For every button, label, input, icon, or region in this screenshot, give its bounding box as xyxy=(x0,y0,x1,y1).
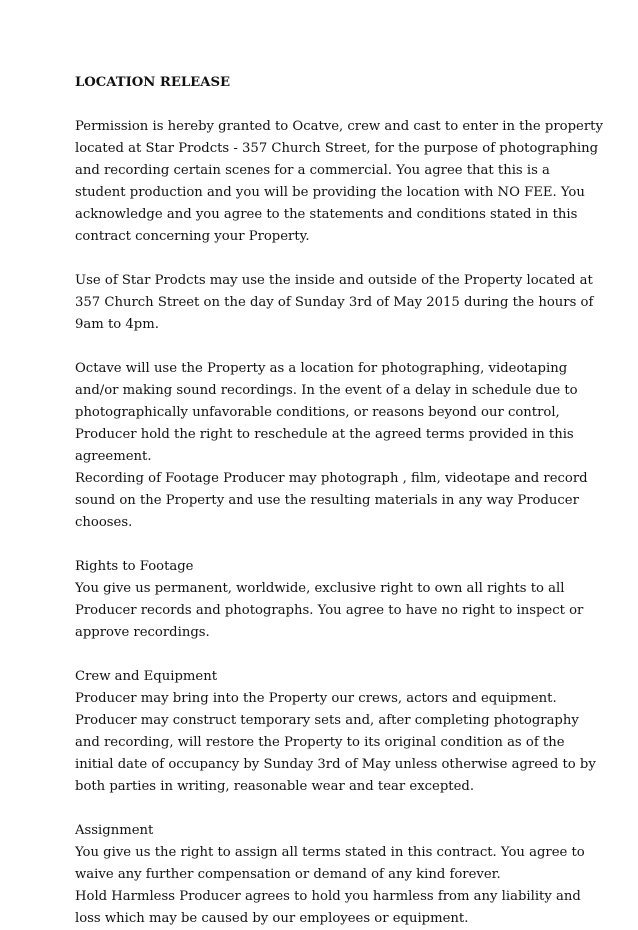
text-line: Producer may bring into the Property our crews, actors and equipment. xyxy=(75,691,557,706)
text-line: Producer records and photographs. You agree to have no right to inspect or xyxy=(75,603,584,618)
text-line: loss which may be caused by our employees or equipment. xyxy=(75,911,469,926)
document-body xyxy=(75,72,603,930)
text-line: Octave will use the Property as a location for photographing, videotaping xyxy=(75,361,568,376)
text-line: sound on the Property and use the resulting materials in any way Producer xyxy=(75,493,579,508)
text-line: and/or making sound recordings. In the event of a delay in schedule due to xyxy=(75,383,578,398)
paragraph-spacer xyxy=(75,248,575,270)
text-line: agreement. xyxy=(75,449,152,464)
text-line: photographically unfavorable conditions, or reasons beyond our control, xyxy=(75,405,560,420)
text-line: Hold Harmless Producer agrees to hold you harmless from any liability and xyxy=(75,889,581,904)
assignment-section xyxy=(75,820,585,930)
text-line: and recording certain scenes for a commercial. You agree that this is a xyxy=(75,163,550,178)
text-line: student production and you will be providing the location with NO FEE. You xyxy=(75,185,585,200)
paragraph-spacer xyxy=(75,336,575,358)
paragraph-spacer xyxy=(75,534,575,556)
text-line: acknowledge and you agree to the statements and conditions stated in this xyxy=(75,207,578,222)
text-line: waive any further compensation or demand of any kind forever. xyxy=(75,867,501,882)
text-line: Use of Star Prodcts may use the inside and outside of the Property located at xyxy=(75,273,593,288)
text-line: 9am to 4pm. xyxy=(75,317,159,332)
text-line: both parties in writing, reasonable wear and tear excepted. xyxy=(75,779,475,794)
text-line: located at Star Prodcts - 357 Church Street, for the purpose of photographing xyxy=(75,141,599,156)
text-line: You give us the right to assign all terms stated in this contract. You agree to xyxy=(75,845,585,860)
text-line: Permission is hereby granted to Ocatve, crew and cast to enter in the property xyxy=(75,119,603,134)
document-title: LOCATION RELEASE xyxy=(75,75,231,90)
rights-to-footage-section xyxy=(75,556,584,644)
paragraph-spacer xyxy=(75,798,575,820)
use-of-property-paragraph xyxy=(75,270,594,336)
recording-paragraph xyxy=(75,358,588,534)
text-line: 357 Church Street on the day of Sunday 3rd of May 2015 during the hours of xyxy=(75,295,594,310)
permission-paragraph xyxy=(75,116,603,248)
text-line: chooses. xyxy=(75,515,133,530)
text-line: initial date of occupancy by Sunday 3rd of May unless otherwise agreed to by xyxy=(75,757,596,772)
text-line: Recording of Footage Producer may photograph , film, videotape and record xyxy=(75,471,588,486)
section-heading: Assignment xyxy=(75,823,154,838)
text-line: Producer may construct temporary sets and, after completing photography xyxy=(75,713,579,728)
section-heading: Crew and Equipment xyxy=(75,669,217,684)
text-line: Producer hold the right to reschedule at the agreed terms provided in this xyxy=(75,427,574,442)
text-line: contract concerning your Property. xyxy=(75,229,310,244)
text-line: You give us permanent, worldwide, exclusive right to own all rights to all xyxy=(75,581,565,596)
section-heading: Rights to Footage xyxy=(75,559,194,574)
paragraph-spacer xyxy=(75,644,575,666)
text-line: approve recordings. xyxy=(75,625,210,640)
text-line: and recording, will restore the Property to its original condition as of the xyxy=(75,735,565,750)
crew-and-equipment-section xyxy=(75,666,596,798)
